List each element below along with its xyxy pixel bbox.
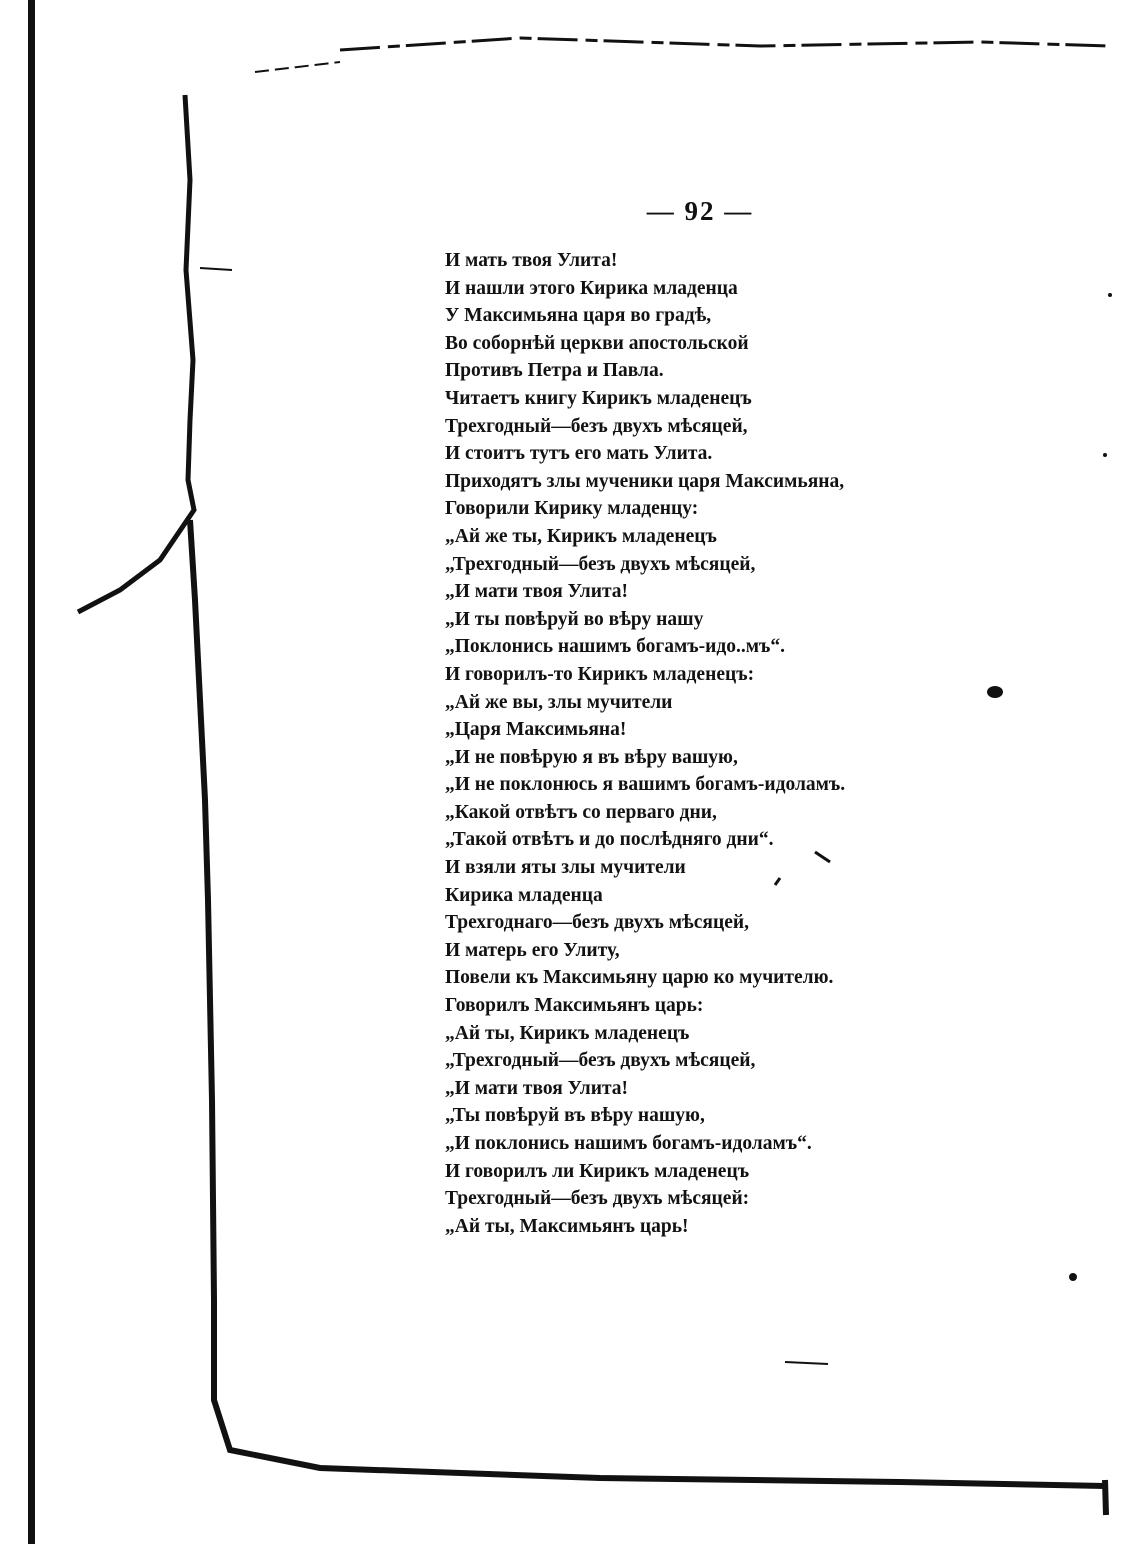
ink-speck	[1103, 453, 1107, 457]
verse-line: „Поклонись нашимъ богамъ-идо..мъ“.	[445, 636, 785, 658]
page-number: — 92 —	[646, 196, 754, 226]
torn-page-edge	[78, 95, 194, 612]
verse-line: „И мати твоя Улита!	[445, 1077, 629, 1099]
verse-line: „Ты повѣруй въ вѣру нашую,	[445, 1105, 705, 1127]
verse-line: Противъ Петра и Павла.	[445, 360, 664, 382]
verse-line: „Трехгодный—безъ двухъ мѣсяцей,	[445, 553, 756, 575]
verse-line: „И ты повѣруй во вѣру нашу	[445, 608, 704, 630]
verse-line: „Царя Максимьяна!	[445, 719, 627, 741]
verse-line: Кирика младенца	[445, 884, 603, 906]
verse-line: У Максимьяна царя во градѣ,	[445, 305, 712, 327]
verse-line: Говорили Кирику младенцу:	[445, 498, 699, 520]
verse-line: „И не поклонюсь я вашимъ богамъ-идоламъ.	[445, 774, 846, 796]
top-page-edge	[340, 38, 1110, 50]
verse-line: Трехгодный—безъ двухъ мѣсяцей:	[445, 1188, 750, 1210]
top-left-edge-fragment	[255, 62, 340, 72]
verse-line: „Такой отвѣтъ и до послѣдняго дни“.	[445, 829, 774, 851]
verse-line: И говорилъ-то Кирикъ младенецъ:	[445, 663, 755, 685]
verse-line: Во соборнѣй церкви апостольской	[445, 332, 749, 354]
verse-line: „Ай же ты, Кирикъ младенецъ	[445, 525, 717, 547]
verse-line: И нашли этого Кирика младенца	[445, 277, 738, 299]
verse-line: Приходятъ злы мученики царя Максимьяна,	[445, 470, 845, 492]
verse-line: Говорилъ Максимьянъ царь:	[445, 995, 704, 1017]
verse-line: „Ай ты, Кирикъ младенецъ	[445, 1022, 690, 1044]
verse-line: И взяли яты злы мучители	[445, 857, 686, 879]
verse-line: „И поклонись нашимъ богамъ-идоламъ“.	[445, 1133, 812, 1154]
verse-line: Трехгодный—безъ двухъ мѣсяцей,	[445, 415, 748, 437]
verse-line: „Какой отвѣтъ со перваго дни,	[445, 801, 717, 823]
verse-text	[445, 247, 845, 1240]
verse-line: Читаетъ книгу Кирикъ младенецъ	[445, 387, 752, 409]
verse-line: „Ай ты, Максимьянъ царь!	[445, 1215, 689, 1237]
verse-line: И матерь его Улиту,	[445, 939, 620, 961]
verse-line: „И не повѣрую я въ вѣру вашую,	[445, 746, 738, 768]
verse-line: Повели къ Максимьяну царю ко мучителю.	[445, 967, 834, 989]
ink-blot	[987, 686, 1003, 698]
verse-line: Трехгоднаго—безъ двухъ мѣсяцей,	[445, 912, 749, 934]
ink-streak	[785, 1362, 828, 1364]
verse-line: И говорилъ ли Кирикъ младенецъ	[445, 1160, 750, 1182]
left-binding-edge	[28, 0, 35, 1544]
ink-speck	[1069, 1273, 1077, 1281]
verse-line: „И мати твоя Улита!	[445, 581, 629, 603]
verse-line: „Ай же вы, злы мучители	[445, 691, 673, 713]
verse-line: И стоитъ тутъ его мать Улита.	[445, 443, 713, 465]
ink-streak	[200, 268, 232, 270]
verse-line: „Трехгодный—безъ двухъ мѣсяцей,	[445, 1050, 756, 1072]
ink-speck	[1108, 293, 1112, 297]
page-corner-edge	[1105, 1480, 1106, 1515]
verse-line: И мать твоя Улита!	[445, 250, 618, 271]
